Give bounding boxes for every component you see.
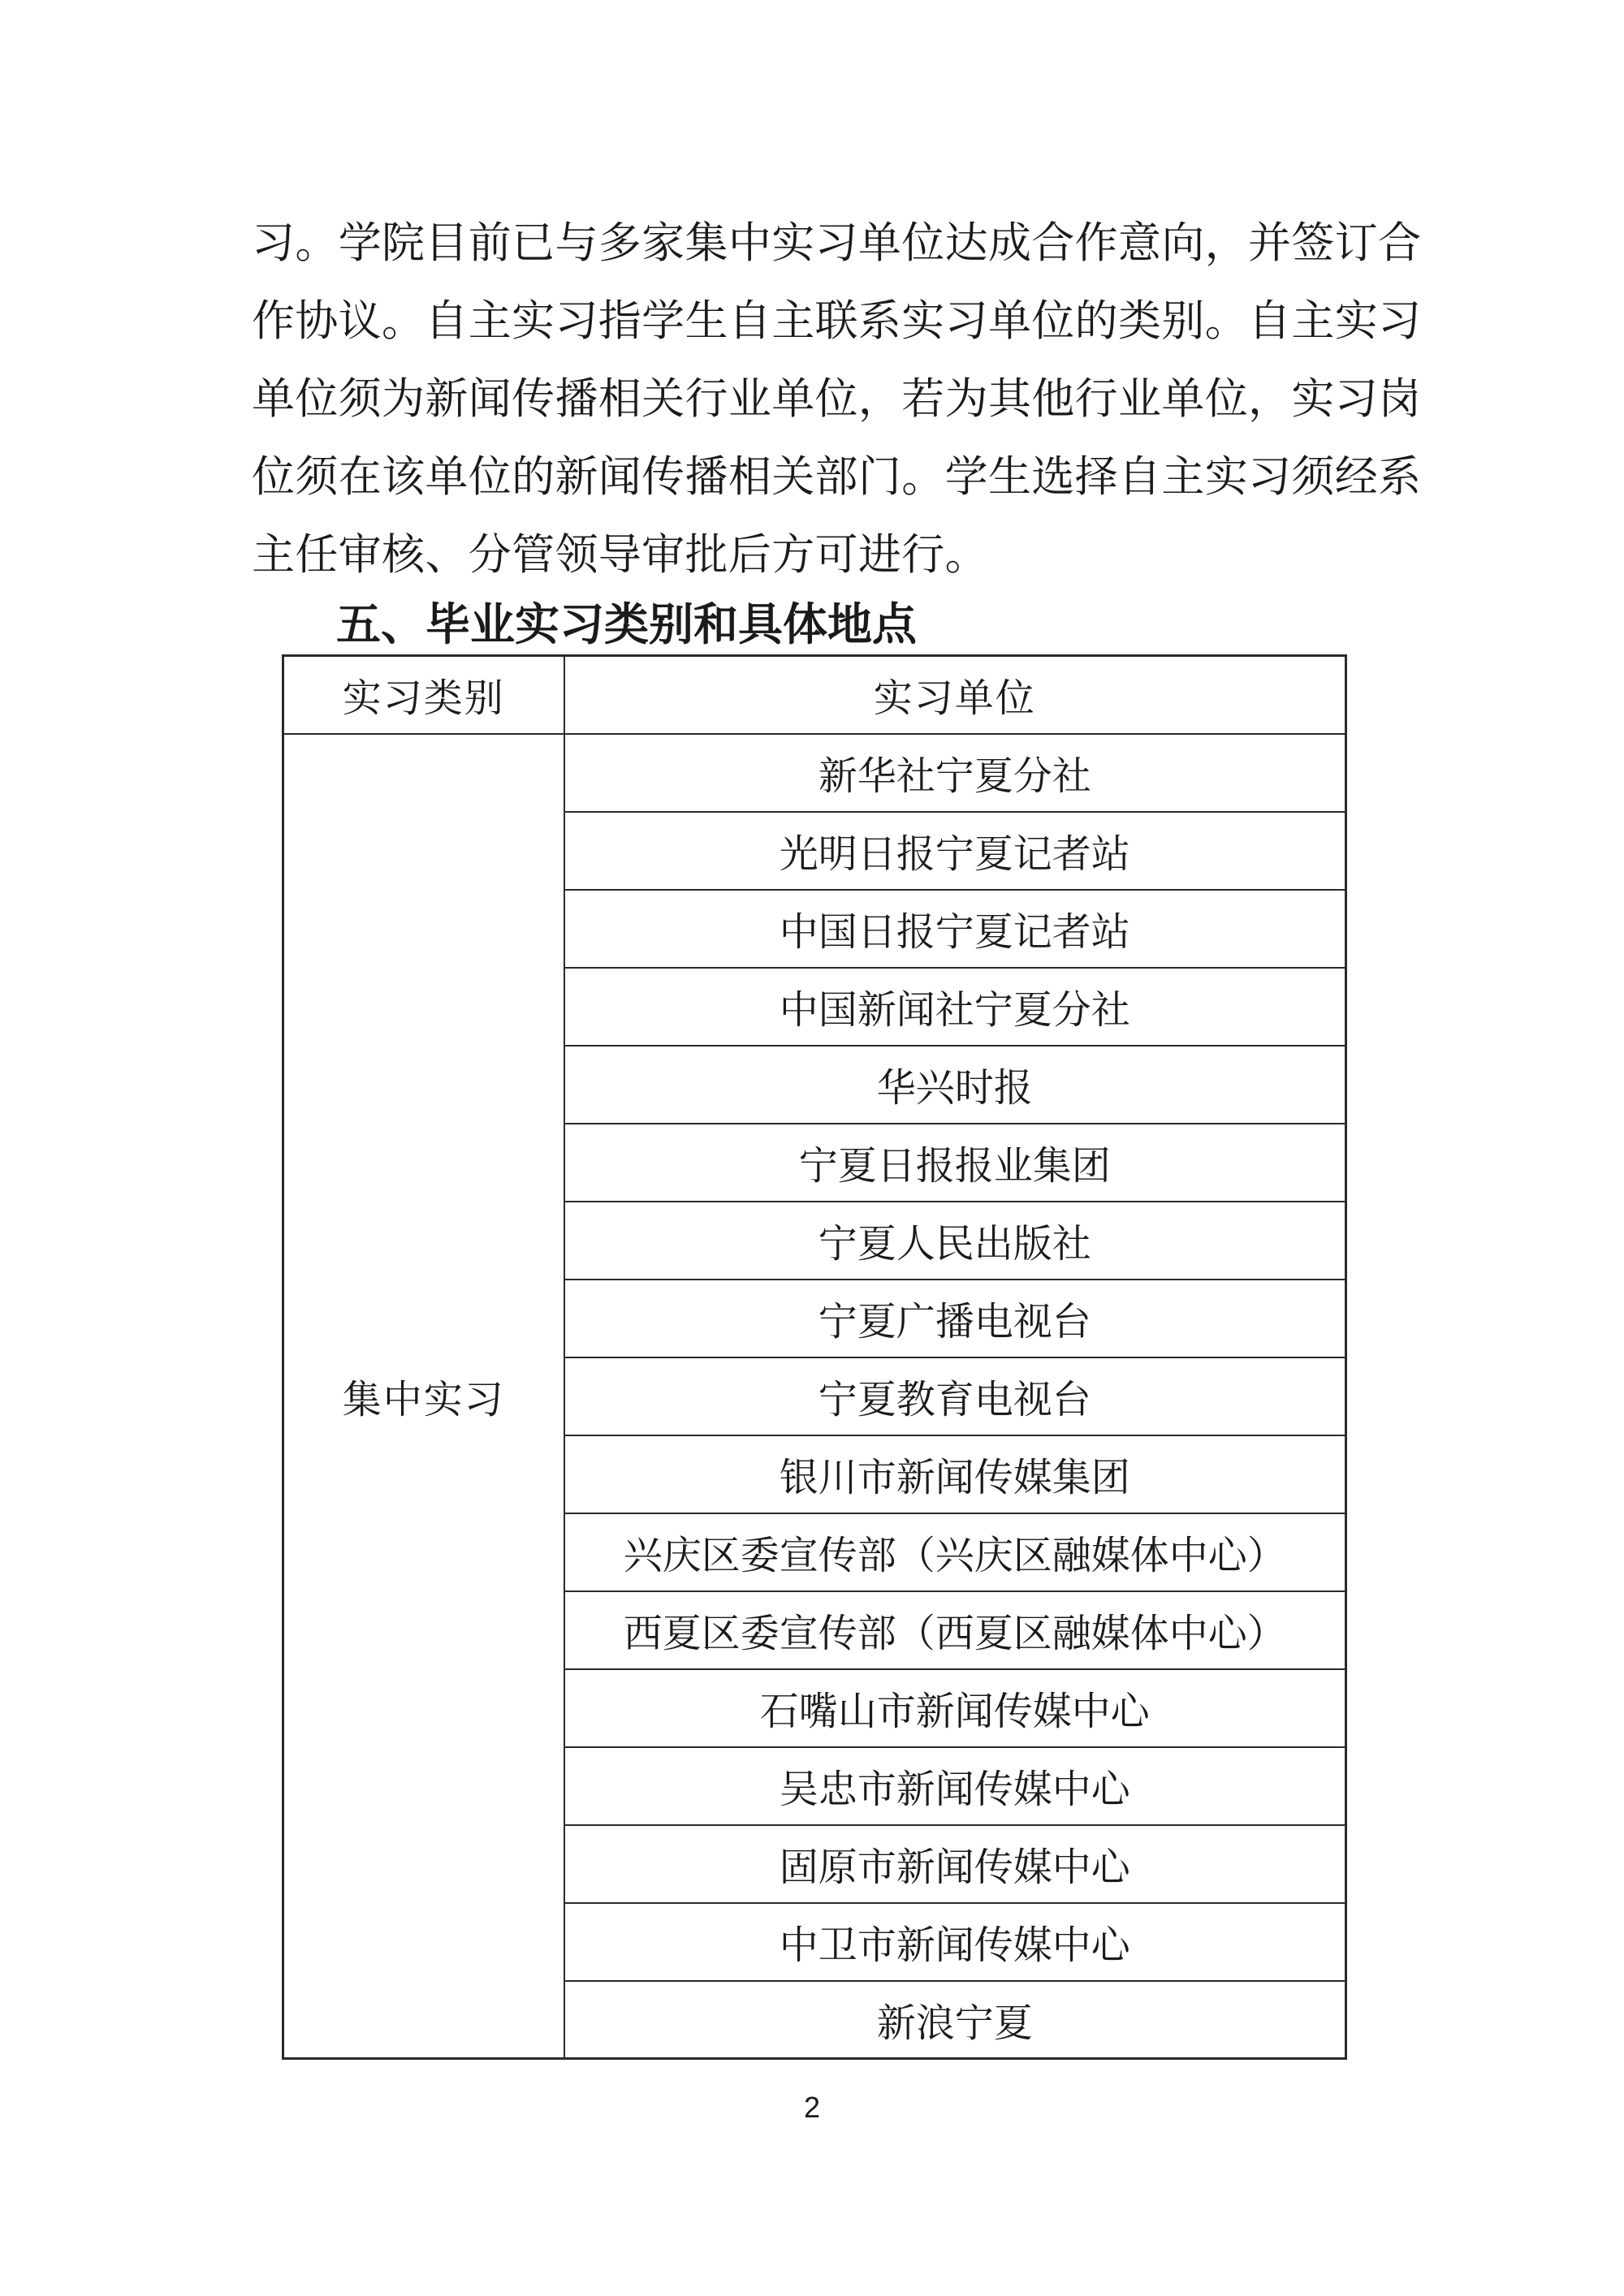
paragraph-line: 习。学院目前已与多家集中实习单位达成合作意向，并签订合 bbox=[252, 220, 1422, 267]
unit-cell: 新华社宁夏分社 bbox=[564, 734, 1346, 812]
page-number: 2 bbox=[803, 2091, 821, 2124]
section-heading: 五、毕业实习类别和具体地点 bbox=[336, 600, 918, 650]
unit-cell: 吴忠市新闻传媒中心 bbox=[564, 1747, 1346, 1825]
paragraph-line: 位须在该单位的新闻传播相关部门。学生选择自主实习须经系 bbox=[252, 454, 1422, 501]
header-category: 实习类别 bbox=[283, 656, 564, 734]
unit-cell: 华兴时报 bbox=[564, 1046, 1346, 1124]
paragraph-line: 作协议。自主实习指学生自主联系实习单位的类别。自主实习 bbox=[252, 298, 1422, 345]
unit-cell: 宁夏人民出版社 bbox=[564, 1202, 1346, 1280]
unit-cell: 宁夏日报报业集团 bbox=[564, 1124, 1346, 1202]
body-paragraph bbox=[252, 205, 1427, 594]
unit-cell: 光明日报宁夏记者站 bbox=[564, 812, 1346, 890]
paragraph-line: 单位须为新闻传播相关行业单位，若为其他行业单位，实习岗 bbox=[252, 376, 1422, 423]
unit-cell: 银川市新闻传媒集团 bbox=[564, 1435, 1346, 1513]
unit-cell: 中国日报宁夏记者站 bbox=[564, 890, 1346, 968]
unit-cell: 宁夏教育电视台 bbox=[564, 1357, 1346, 1435]
unit-cell: 中卫市新闻传媒中心 bbox=[564, 1903, 1346, 1981]
unit-cell: 宁夏广播电视台 bbox=[564, 1280, 1346, 1357]
category-cell: 集中实习 bbox=[283, 734, 564, 2059]
table-header-row bbox=[283, 656, 1346, 734]
unit-cell: 新浪宁夏 bbox=[564, 1981, 1346, 2059]
table-row bbox=[283, 734, 1346, 812]
unit-cell: 固原市新闻传媒中心 bbox=[564, 1825, 1346, 1903]
unit-cell: 中国新闻社宁夏分社 bbox=[564, 968, 1346, 1046]
unit-cell: 石嘴山市新闻传媒中心 bbox=[564, 1669, 1346, 1747]
header-unit: 实习单位 bbox=[564, 656, 1346, 734]
unit-cell: 西夏区委宣传部（西夏区融媒体中心） bbox=[564, 1591, 1346, 1669]
internship-table bbox=[282, 654, 1347, 2060]
unit-cell: 兴庆区委宣传部（兴庆区融媒体中心） bbox=[564, 1513, 1346, 1591]
paragraph-line: 主任审核、分管领导审批后方可进行。 bbox=[252, 532, 988, 579]
